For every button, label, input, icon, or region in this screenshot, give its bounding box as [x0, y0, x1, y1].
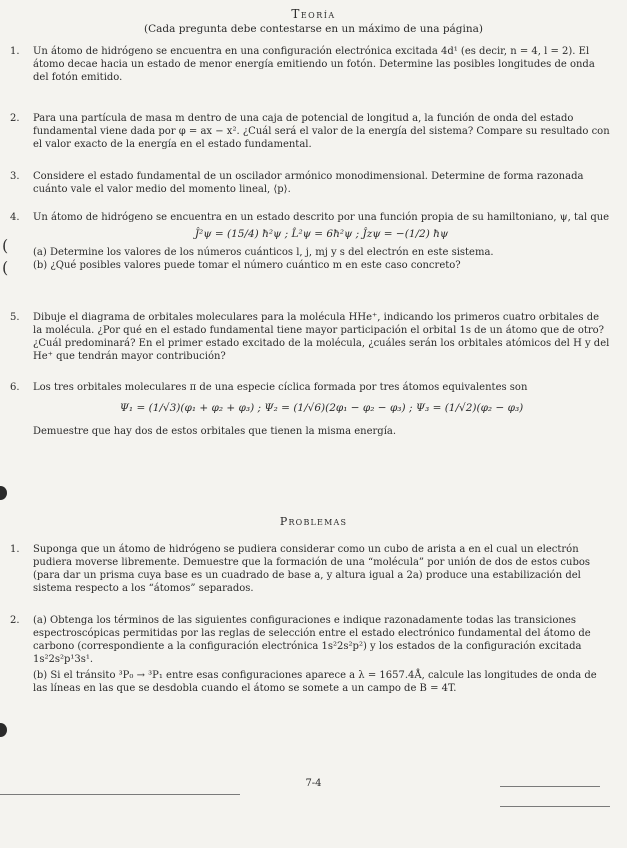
scan-line [500, 786, 600, 787]
problems-heading: Problemas [279, 515, 348, 528]
question-text: Los tres orbitales moleculares π de una especie cíclica formada por tres átomos equivalentes son [33, 382, 528, 393]
question-number: 5. [10, 312, 20, 323]
question-text: Para una partícula de masa m dentro de una caja de potencial de longitud a, la función de onda del estado fundamental viene dada por φ = ax − x². ¿Cuál será el valor de la energía del sistema? Compare su resultado con el valor exacto de la energía en el estado fundamental. [33, 113, 610, 150]
question-text: Dibuje el diagrama de orbitales moleculares para la molécula HHe⁺, indicando los primeros cuatro orbitales de la molécula. ¿Por qué en el estado fundamental tiene mayor participación el orbital 1s de un átomo que de otro? ¿Cuál predominará? En el primer estado excitado de la molécula, ¿cuáles serán los orbitales atómicos del H y del He⁺ que tendrán mayor contribución? [33, 312, 610, 362]
problem-1 [10, 543, 610, 595]
binder-hole [0, 723, 7, 737]
scan-line [500, 806, 610, 807]
question-number: 6. [10, 382, 20, 393]
theory-question-6 [10, 381, 610, 438]
theory-subtitle: (Cada pregunta debe contestarse en un máximo de una página) [143, 23, 484, 35]
operator-equations: Ĵ²ψ = (15/4) ħ²ψ ; L̂²ψ = 6ħ²ψ ; Ĵzψ = −(1/2) ħψ [194, 228, 449, 240]
theory-question-5 [10, 311, 610, 363]
question-number: 2. [10, 113, 20, 124]
scan-line [0, 794, 240, 795]
question-part-b: (b) ¿Qué posibles valores puede tomar el número cuántico m en este caso concreto? [33, 260, 461, 271]
problem-part-a: (a) Obtenga los términos de las siguientes configuraciones e indique razonadamente todas las transiciones espectroscópicas permitidas por las reglas de selección entre el estado electrónico fundamental del átomo de carbono (correspondiente a la configuración electrónica 1s²2s²p²) y los estados de la configuración excitada 1s²2s²p¹3s¹. [33, 615, 591, 665]
problem-number: 1. [10, 544, 20, 555]
question-text: Considere el estado fundamental de un oscilador armónico monodimensional. Determine de forma razonada cuánto vale el valor medio del momento lineal, ⟨p⟩. [33, 171, 584, 195]
theory-question-2 [10, 112, 610, 151]
orbital-equations: Ψ₁ = (1/√3)(φ₁ + φ₂ + φ₃) ; Ψ₂ = (1/√6)(2φ₁ − φ₂ − φ₃) ; Ψ₃ = (1/√2)(φ₂ − φ₃) [119, 402, 524, 414]
problem-text: Suponga que un átomo de hidrógeno se pudiera considerar como un cubo de arista a en el cual un electrón pudiera moverse libremente. Demuestre que la formación de una “molécula” por unión de dos de estos cubos (para dar un prisma cuya base es un cuadrado de base a, y altura igual a 2a) produce una estabilización del sistema respecto a los “átomos” separados. [33, 544, 591, 594]
question-text: Un átomo de hidrógeno se encuentra en un estado descrito por una función propia de su hamiltoniano, ψ, tal que [33, 212, 610, 223]
question-number: 4. [10, 212, 20, 223]
question-number: 3. [10, 171, 20, 182]
question-part-a: (a) Determine los valores de los números cuánticos l, j, mj y s del electrón en este sistema. [33, 247, 494, 258]
problem-part-b: (b) Si el tránsito ³P₀ → ³P₁ entre esas configuraciones aparece a λ = 1657.4Å, calcule las longitudes de onda de las líneas en las que se desdobla cuando el átomo se somete a un campo de B = 4T. [33, 670, 597, 694]
problem-number: 2. [10, 615, 20, 626]
theory-question-4 [10, 211, 610, 272]
question-text: Un átomo de hidrógeno se encuentra en una configuración electrónica excitada 4d¹ (es decir, n = 4, l = 2). El átomo decae hacia un estado de menor energía emitiendo un fotón. Determine las posibles longitudes de onda del fotón emitido. [33, 46, 595, 83]
question-number: 1. [10, 46, 20, 57]
problem-2 [10, 614, 610, 695]
theory-question-1 [10, 45, 610, 84]
scan-mark: ( [2, 258, 9, 277]
theory-question-3 [10, 170, 610, 196]
theory-heading: Teoría [291, 7, 336, 21]
question-conclusion: Demuestre que hay dos de estos orbitales que tienen la misma energía. [33, 426, 397, 437]
scan-mark: ( [2, 236, 9, 255]
page-number: 7-4 [305, 778, 322, 789]
binder-hole [0, 486, 7, 500]
